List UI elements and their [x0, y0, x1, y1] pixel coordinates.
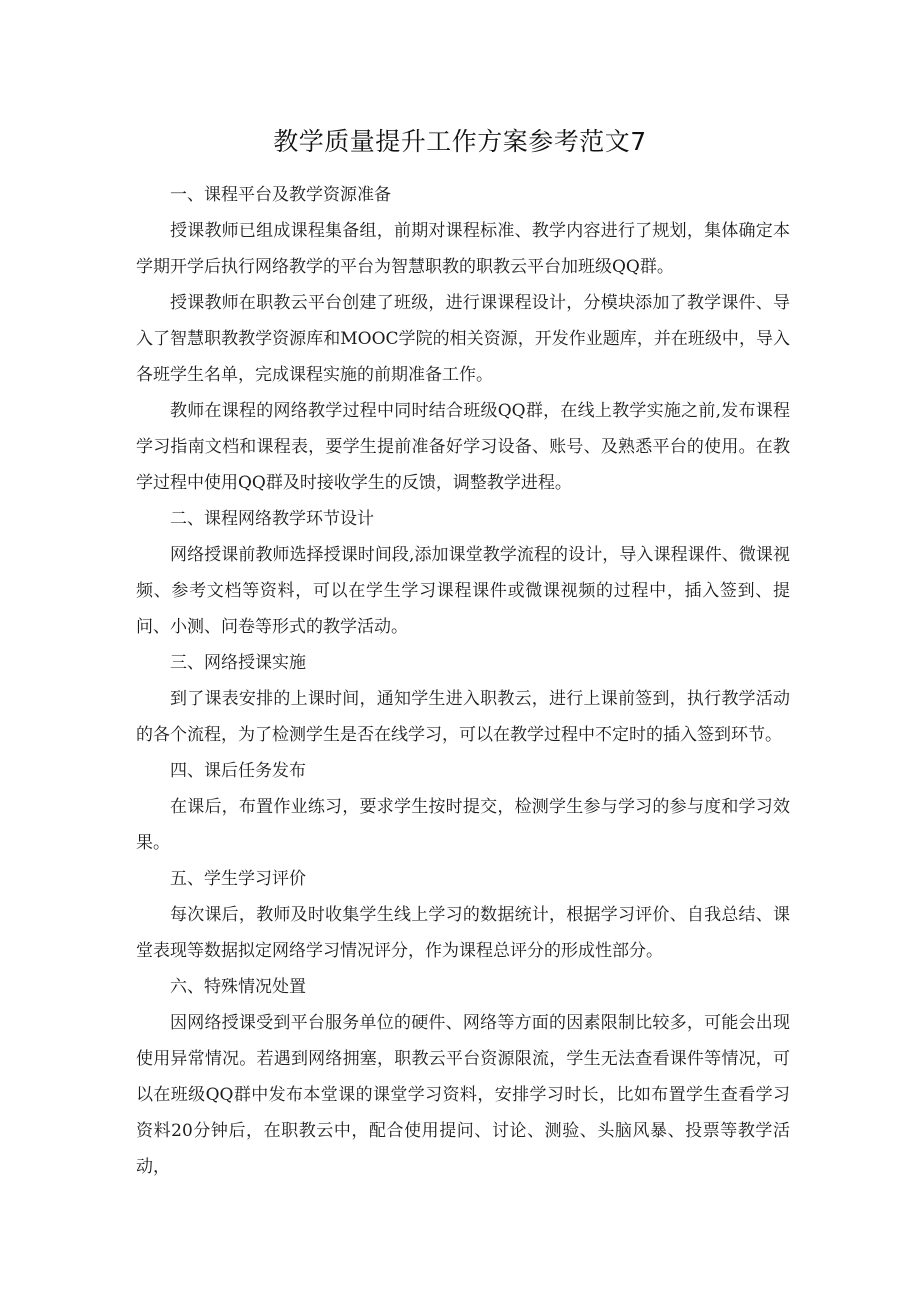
paragraph: 授课教师在职教云平台创建了班级，进行课课程设计，分模块添加了教学课件、导入了智慧职教教学资源库和MOOC学院的相关资源，开发作业题库，并在班级中，导入各班学生名单，完成课程实施的前期准备工作。: [136, 293, 790, 385]
paragraph: 每次课后，教师及时收集学生线上学习的数据统计，根据学习评价、自我总结、课堂表现等数据拟定网络学习情况评分，作为课程总评分的形成性部分。: [136, 905, 790, 961]
document-title: 教学质量提升工作方案参考范文7: [273, 127, 647, 156]
paragraph: 在课后，布置作业练习，要求学生按时提交，检测学生参与学习的参与度和学习效果。: [136, 797, 790, 853]
paragraph: 授课教师已组成课程集备组，前期对课程标准、教学内容进行了规划，集体确定本学期开学后执行网络教学的平台为智慧职教的职教云平台加班级QQ群。: [136, 221, 790, 277]
section-heading: 五、学生学习评价: [170, 869, 306, 889]
paragraph: 网络授课前教师选择授课时间段,添加课堂教学流程的设计，导入课程课件、微课视频、参考文档等资料，可以在学生学习课程课件或微课视频的过程中，插入签到、提问、小测、问卷等形式的教学活动。: [136, 545, 790, 637]
paragraph: 因网络授课受到平台服务单位的硬件、网络等方面的因素限制比较多，可能会出现使用异常情况。若遇到网络拥塞，职教云平台资源限流，学生无法查看课件等情况，可以在班级QQ群中发布本堂课的课堂学习资料，安排学习时长，比如布置学生查看学习资料20分钟后，在职教云中，配合使用提问、讨论、测验、头脑风暴、投票等教学活动，: [136, 1013, 790, 1177]
section-heading: 三、网络授课实施: [170, 653, 306, 673]
paragraph: 教师在课程的网络教学过程中同时结合班级QQ群，在线上教学实施之前,发布课程学习指南文档和课程表，要学生提前准备好学习设备、账号、及熟悉平台的使用。在教学过程中使用QQ群及时接收学生的反馈，调整教学进程。: [136, 401, 790, 493]
paragraph: 到了课表安排的上课时间，通知学生进入职教云，进行上课前签到，执行教学活动的各个流程，为了检测学生是否在线学习，可以在教学过程中不定时的插入签到环节。: [136, 689, 790, 745]
section-heading: 二、课程网络教学环节设计: [170, 509, 374, 529]
section-heading: 四、课后任务发布: [170, 761, 306, 781]
section-heading: 六、特殊情况处置: [170, 977, 306, 997]
document-body: [136, 177, 790, 1185]
section-heading: 一、课程平台及教学资源准备: [170, 185, 391, 205]
